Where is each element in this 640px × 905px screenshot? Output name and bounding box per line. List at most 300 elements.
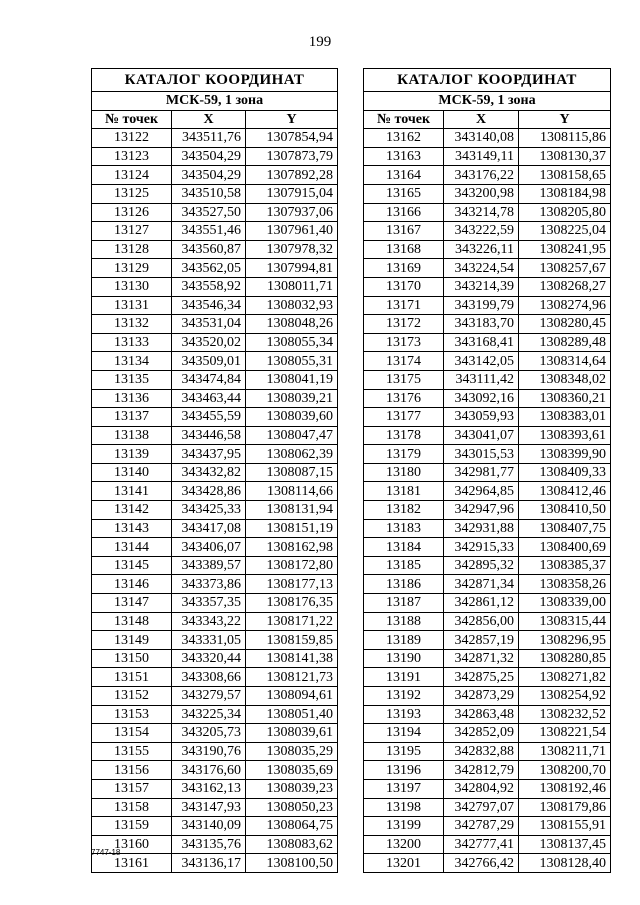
y-coordinate-cell: 1308407,75 [519, 519, 611, 538]
y-coordinate-cell: 1308141,38 [246, 649, 338, 668]
y-coordinate-cell: 1308035,29 [246, 742, 338, 761]
column-header-point: № точек [92, 110, 172, 129]
point-number-cell: 13138 [92, 426, 172, 445]
point-number-cell: 13196 [364, 761, 444, 780]
y-coordinate-cell: 1308232,52 [519, 705, 611, 724]
table-row [92, 556, 338, 575]
x-coordinate-cell: 343446,58 [172, 426, 246, 445]
table-row [92, 631, 338, 650]
point-number-cell: 13156 [92, 761, 172, 780]
catalog-body [92, 129, 338, 873]
x-coordinate-cell: 343428,86 [172, 482, 246, 501]
table-row [92, 538, 338, 557]
y-coordinate-cell: 1307994,81 [246, 259, 338, 278]
x-coordinate-cell: 343331,05 [172, 631, 246, 650]
y-coordinate-cell: 1308221,54 [519, 724, 611, 743]
x-coordinate-cell: 343511,76 [172, 129, 246, 148]
x-coordinate-cell: 343041,07 [444, 426, 519, 445]
x-coordinate-cell: 342863,48 [444, 705, 519, 724]
y-coordinate-cell: 1308400,69 [519, 538, 611, 557]
point-number-cell: 13137 [92, 408, 172, 427]
catalog-zone: МСК-59, 1 зона [364, 92, 611, 111]
x-coordinate-cell: 343149,11 [444, 147, 519, 166]
table-row [92, 705, 338, 724]
y-coordinate-cell: 1308114,66 [246, 482, 338, 501]
x-coordinate-cell: 342832,88 [444, 742, 519, 761]
table-row [364, 240, 611, 259]
x-coordinate-cell: 342777,41 [444, 835, 519, 854]
x-coordinate-cell: 342964,85 [444, 482, 519, 501]
y-coordinate-cell: 1308158,65 [519, 166, 611, 185]
x-coordinate-cell: 343205,73 [172, 724, 246, 743]
point-number-cell: 13130 [92, 277, 172, 296]
y-coordinate-cell: 1307892,28 [246, 166, 338, 185]
x-coordinate-cell: 343199,79 [444, 296, 519, 315]
y-coordinate-cell: 1308130,37 [519, 147, 611, 166]
table-row [92, 184, 338, 203]
y-coordinate-cell: 1308035,69 [246, 761, 338, 780]
point-number-cell: 13168 [364, 240, 444, 259]
x-coordinate-cell: 342852,09 [444, 724, 519, 743]
x-coordinate-cell: 343214,39 [444, 277, 519, 296]
y-coordinate-cell: 1308176,35 [246, 594, 338, 613]
y-coordinate-cell: 1308115,86 [519, 129, 611, 148]
y-coordinate-cell: 1308409,33 [519, 463, 611, 482]
y-coordinate-cell: 1308383,01 [519, 408, 611, 427]
table-row [92, 370, 338, 389]
table-row [92, 724, 338, 743]
y-coordinate-cell: 1308211,71 [519, 742, 611, 761]
point-number-cell: 13189 [364, 631, 444, 650]
point-number-cell: 13127 [92, 222, 172, 241]
point-number-cell: 13164 [364, 166, 444, 185]
x-coordinate-cell: 343474,84 [172, 370, 246, 389]
x-coordinate-cell: 343509,01 [172, 352, 246, 371]
x-coordinate-cell: 343135,76 [172, 835, 246, 854]
y-coordinate-cell: 1308289,48 [519, 333, 611, 352]
point-number-cell: 13131 [92, 296, 172, 315]
point-number-cell: 13171 [364, 296, 444, 315]
table-row [364, 203, 611, 222]
y-coordinate-cell: 1308100,50 [246, 854, 338, 873]
y-coordinate-cell: 1308360,21 [519, 389, 611, 408]
point-number-cell: 13191 [364, 668, 444, 687]
column-header-point: № точек [364, 110, 444, 129]
column-header-x: X [172, 110, 246, 129]
x-coordinate-cell: 343425,33 [172, 501, 246, 520]
point-number-cell: 13140 [92, 463, 172, 482]
point-number-cell: 13170 [364, 277, 444, 296]
point-number-cell: 13197 [364, 779, 444, 798]
y-coordinate-cell: 1308055,31 [246, 352, 338, 371]
point-number-cell: 13139 [92, 445, 172, 464]
point-number-cell: 13175 [364, 370, 444, 389]
point-number-cell: 13180 [364, 463, 444, 482]
table-row [364, 222, 611, 241]
table-row [364, 631, 611, 650]
x-coordinate-cell: 343015,53 [444, 445, 519, 464]
point-number-cell: 13160 [92, 835, 172, 854]
x-coordinate-cell: 342766,42 [444, 854, 519, 873]
x-coordinate-cell: 343140,09 [172, 817, 246, 836]
point-number-cell: 13154 [92, 724, 172, 743]
point-number-cell: 13136 [92, 389, 172, 408]
x-coordinate-cell: 342861,12 [444, 594, 519, 613]
point-number-cell: 13146 [92, 575, 172, 594]
table-row [364, 742, 611, 761]
x-coordinate-cell: 343140,08 [444, 129, 519, 148]
x-coordinate-cell: 342871,34 [444, 575, 519, 594]
table-row [364, 482, 611, 501]
point-number-cell: 13135 [92, 370, 172, 389]
table-row [364, 426, 611, 445]
column-header-x: X [444, 110, 519, 129]
point-number-cell: 13143 [92, 519, 172, 538]
point-number-cell: 13173 [364, 333, 444, 352]
table-row [92, 612, 338, 631]
x-coordinate-cell: 343059,93 [444, 408, 519, 427]
y-coordinate-cell: 1308315,44 [519, 612, 611, 631]
document-code: 7747-18 [91, 848, 121, 857]
table-row [364, 463, 611, 482]
x-coordinate-cell: 342787,29 [444, 817, 519, 836]
table-row [92, 575, 338, 594]
table-row [364, 687, 611, 706]
table-row [364, 184, 611, 203]
point-number-cell: 13195 [364, 742, 444, 761]
x-coordinate-cell: 343225,34 [172, 705, 246, 724]
catalog-body [364, 129, 611, 873]
point-number-cell: 13126 [92, 203, 172, 222]
y-coordinate-cell: 1308358,26 [519, 575, 611, 594]
y-coordinate-cell: 1308083,62 [246, 835, 338, 854]
point-number-cell: 13142 [92, 501, 172, 520]
x-coordinate-cell: 343320,44 [172, 649, 246, 668]
table-row [92, 147, 338, 166]
table-row [364, 538, 611, 557]
point-number-cell: 13157 [92, 779, 172, 798]
table-row [364, 649, 611, 668]
y-coordinate-cell: 1308192,46 [519, 779, 611, 798]
y-coordinate-cell: 1308155,91 [519, 817, 611, 836]
table-row [92, 352, 338, 371]
table-row [92, 333, 338, 352]
y-coordinate-cell: 1308280,85 [519, 649, 611, 668]
point-number-cell: 13176 [364, 389, 444, 408]
x-coordinate-cell: 342857,19 [444, 631, 519, 650]
y-coordinate-cell: 1308039,21 [246, 389, 338, 408]
x-coordinate-cell: 343136,17 [172, 854, 246, 873]
point-number-cell: 13124 [92, 166, 172, 185]
table-row [92, 835, 338, 854]
table-row [364, 761, 611, 780]
point-number-cell: 13152 [92, 687, 172, 706]
table-row [364, 854, 611, 873]
point-number-cell: 13134 [92, 352, 172, 371]
point-number-cell: 13186 [364, 575, 444, 594]
y-coordinate-cell: 1308039,60 [246, 408, 338, 427]
table-row [92, 519, 338, 538]
x-coordinate-cell: 343176,60 [172, 761, 246, 780]
y-coordinate-cell: 1308047,47 [246, 426, 338, 445]
y-coordinate-cell: 1308131,94 [246, 501, 338, 520]
table-row [364, 147, 611, 166]
x-coordinate-cell: 343183,70 [444, 315, 519, 334]
coordinate-catalog-left [91, 68, 338, 873]
y-coordinate-cell: 1308087,15 [246, 463, 338, 482]
y-coordinate-cell: 1308011,71 [246, 277, 338, 296]
table-row [364, 556, 611, 575]
y-coordinate-cell: 1308179,86 [519, 798, 611, 817]
point-number-cell: 13177 [364, 408, 444, 427]
x-coordinate-cell: 343111,42 [444, 370, 519, 389]
y-coordinate-cell: 1307873,79 [246, 147, 338, 166]
point-number-cell: 13151 [92, 668, 172, 687]
x-coordinate-cell: 343214,78 [444, 203, 519, 222]
table-row [364, 352, 611, 371]
x-coordinate-cell: 343162,13 [172, 779, 246, 798]
y-coordinate-cell: 1308274,96 [519, 296, 611, 315]
y-coordinate-cell: 1308039,61 [246, 724, 338, 743]
table-row [364, 259, 611, 278]
y-coordinate-cell: 1308385,37 [519, 556, 611, 575]
y-coordinate-cell: 1308399,90 [519, 445, 611, 464]
x-coordinate-cell: 343527,50 [172, 203, 246, 222]
point-number-cell: 13187 [364, 594, 444, 613]
table-row [364, 333, 611, 352]
x-coordinate-cell: 343437,95 [172, 445, 246, 464]
table-row [92, 296, 338, 315]
table-row [92, 482, 338, 501]
y-coordinate-cell: 1308039,23 [246, 779, 338, 798]
y-coordinate-cell: 1308048,26 [246, 315, 338, 334]
point-number-cell: 13145 [92, 556, 172, 575]
x-coordinate-cell: 343562,05 [172, 259, 246, 278]
table-row [92, 389, 338, 408]
x-coordinate-cell: 342856,00 [444, 612, 519, 631]
table-row [92, 687, 338, 706]
x-coordinate-cell: 343224,54 [444, 259, 519, 278]
y-coordinate-cell: 1308064,75 [246, 817, 338, 836]
y-coordinate-cell: 1308151,19 [246, 519, 338, 538]
table-row [92, 798, 338, 817]
x-coordinate-cell: 342931,88 [444, 519, 519, 538]
y-coordinate-cell: 1307961,40 [246, 222, 338, 241]
point-number-cell: 13194 [364, 724, 444, 743]
y-coordinate-cell: 1308121,73 [246, 668, 338, 687]
y-coordinate-cell: 1308062,39 [246, 445, 338, 464]
point-number-cell: 13132 [92, 315, 172, 334]
y-coordinate-cell: 1308041,19 [246, 370, 338, 389]
x-coordinate-cell: 343279,57 [172, 687, 246, 706]
x-coordinate-cell: 343343,22 [172, 612, 246, 631]
table-row [364, 705, 611, 724]
point-number-cell: 13123 [92, 147, 172, 166]
x-coordinate-cell: 342804,92 [444, 779, 519, 798]
point-number-cell: 13174 [364, 352, 444, 371]
y-coordinate-cell: 1308412,46 [519, 482, 611, 501]
table-row [92, 463, 338, 482]
x-coordinate-cell: 343092,16 [444, 389, 519, 408]
column-header-y: Y [519, 110, 611, 129]
table-row [92, 203, 338, 222]
table-row [92, 315, 338, 334]
x-coordinate-cell: 343226,11 [444, 240, 519, 259]
table-row [92, 222, 338, 241]
x-coordinate-cell: 343200,98 [444, 184, 519, 203]
x-coordinate-cell: 343190,76 [172, 742, 246, 761]
y-coordinate-cell: 1308348,02 [519, 370, 611, 389]
y-coordinate-cell: 1308205,80 [519, 203, 611, 222]
table-row [92, 649, 338, 668]
x-coordinate-cell: 342797,07 [444, 798, 519, 817]
table-row [364, 817, 611, 836]
point-number-cell: 13122 [92, 129, 172, 148]
table-row [92, 742, 338, 761]
point-number-cell: 13153 [92, 705, 172, 724]
y-coordinate-cell: 1307915,04 [246, 184, 338, 203]
table-row [364, 835, 611, 854]
y-coordinate-cell: 1308254,92 [519, 687, 611, 706]
y-coordinate-cell: 1308200,70 [519, 761, 611, 780]
x-coordinate-cell: 343551,46 [172, 222, 246, 241]
table-row [92, 594, 338, 613]
table-row [364, 594, 611, 613]
x-coordinate-cell: 343373,86 [172, 575, 246, 594]
table-row [92, 761, 338, 780]
y-coordinate-cell: 1308257,67 [519, 259, 611, 278]
y-coordinate-cell: 1308171,22 [246, 612, 338, 631]
x-coordinate-cell: 343558,92 [172, 277, 246, 296]
x-coordinate-cell: 343417,08 [172, 519, 246, 538]
x-coordinate-cell: 342915,33 [444, 538, 519, 557]
x-coordinate-cell: 343308,66 [172, 668, 246, 687]
x-coordinate-cell: 342871,32 [444, 649, 519, 668]
point-number-cell: 13148 [92, 612, 172, 631]
y-coordinate-cell: 1308051,40 [246, 705, 338, 724]
table-row [92, 817, 338, 836]
point-number-cell: 13149 [92, 631, 172, 650]
y-coordinate-cell: 1308296,95 [519, 631, 611, 650]
x-coordinate-cell: 343142,05 [444, 352, 519, 371]
point-number-cell: 13179 [364, 445, 444, 464]
point-number-cell: 13192 [364, 687, 444, 706]
x-coordinate-cell: 342981,77 [444, 463, 519, 482]
table-row [92, 240, 338, 259]
y-coordinate-cell: 1308159,85 [246, 631, 338, 650]
table-row [364, 724, 611, 743]
x-coordinate-cell: 343546,34 [172, 296, 246, 315]
catalog-title: КАТАЛОГ КООРДИНАТ [364, 69, 611, 92]
point-number-cell: 13184 [364, 538, 444, 557]
point-number-cell: 13165 [364, 184, 444, 203]
table-row [364, 445, 611, 464]
x-coordinate-cell: 343510,58 [172, 184, 246, 203]
x-coordinate-cell: 343147,93 [172, 798, 246, 817]
point-number-cell: 13163 [364, 147, 444, 166]
point-number-cell: 13190 [364, 649, 444, 668]
x-coordinate-cell: 342812,79 [444, 761, 519, 780]
x-coordinate-cell: 343504,29 [172, 147, 246, 166]
y-coordinate-cell: 1308050,23 [246, 798, 338, 817]
y-coordinate-cell: 1308268,27 [519, 277, 611, 296]
x-coordinate-cell: 343168,41 [444, 333, 519, 352]
y-coordinate-cell: 1308177,13 [246, 575, 338, 594]
catalog-zone: МСК-59, 1 зона [92, 92, 338, 111]
x-coordinate-cell: 343222,59 [444, 222, 519, 241]
table-row [92, 129, 338, 148]
y-coordinate-cell: 1308055,34 [246, 333, 338, 352]
table-row [364, 779, 611, 798]
table-row [92, 408, 338, 427]
point-number-cell: 13167 [364, 222, 444, 241]
y-coordinate-cell: 1308225,04 [519, 222, 611, 241]
column-header-y: Y [246, 110, 338, 129]
table-row [92, 854, 338, 873]
point-number-cell: 13144 [92, 538, 172, 557]
table-row [364, 296, 611, 315]
point-number-cell: 13128 [92, 240, 172, 259]
x-coordinate-cell: 343463,44 [172, 389, 246, 408]
point-number-cell: 13185 [364, 556, 444, 575]
point-number-cell: 13193 [364, 705, 444, 724]
point-number-cell: 13161 [92, 854, 172, 873]
table-row [92, 277, 338, 296]
table-row [364, 408, 611, 427]
y-coordinate-cell: 1308339,00 [519, 594, 611, 613]
y-coordinate-cell: 1308184,98 [519, 184, 611, 203]
x-coordinate-cell: 343406,07 [172, 538, 246, 557]
table-row [92, 668, 338, 687]
table-row [92, 501, 338, 520]
x-coordinate-cell: 343432,82 [172, 463, 246, 482]
y-coordinate-cell: 1308393,61 [519, 426, 611, 445]
point-number-cell: 13183 [364, 519, 444, 538]
y-coordinate-cell: 1308162,98 [246, 538, 338, 557]
point-number-cell: 13182 [364, 501, 444, 520]
y-coordinate-cell: 1308410,50 [519, 501, 611, 520]
y-coordinate-cell: 1308314,64 [519, 352, 611, 371]
table-row [364, 277, 611, 296]
y-coordinate-cell: 1308137,45 [519, 835, 611, 854]
x-coordinate-cell: 343389,57 [172, 556, 246, 575]
x-coordinate-cell: 343357,35 [172, 594, 246, 613]
y-coordinate-cell: 1307937,06 [246, 203, 338, 222]
point-number-cell: 13141 [92, 482, 172, 501]
x-coordinate-cell: 343176,22 [444, 166, 519, 185]
table-row [92, 445, 338, 464]
point-number-cell: 13200 [364, 835, 444, 854]
point-number-cell: 13155 [92, 742, 172, 761]
point-number-cell: 13159 [92, 817, 172, 836]
point-number-cell: 13162 [364, 129, 444, 148]
table-row [92, 426, 338, 445]
table-row [364, 575, 611, 594]
y-coordinate-cell: 1308032,93 [246, 296, 338, 315]
table-row [364, 315, 611, 334]
point-number-cell: 13188 [364, 612, 444, 631]
point-number-cell: 13129 [92, 259, 172, 278]
y-coordinate-cell: 1308094,61 [246, 687, 338, 706]
point-number-cell: 13172 [364, 315, 444, 334]
table-row [364, 501, 611, 520]
point-number-cell: 13166 [364, 203, 444, 222]
point-number-cell: 13198 [364, 798, 444, 817]
table-row [92, 259, 338, 278]
y-coordinate-cell: 1307978,32 [246, 240, 338, 259]
point-number-cell: 13178 [364, 426, 444, 445]
y-coordinate-cell: 1308241,95 [519, 240, 611, 259]
